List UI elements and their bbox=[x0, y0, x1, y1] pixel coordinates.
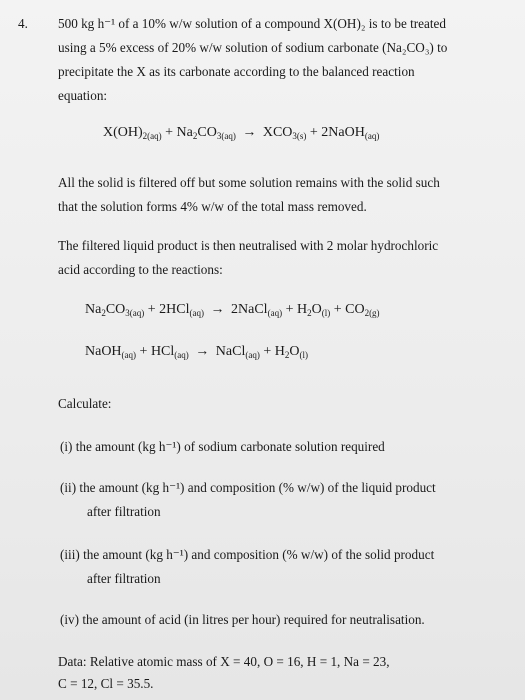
para3-line-2: acid according to the reactions: bbox=[58, 262, 223, 277]
data-line-2: C = 12, Cl = 35.5. bbox=[58, 676, 154, 691]
calculate-label: Calculate: bbox=[58, 396, 112, 411]
item-iii-line-1: (iii) the amount (kg h⁻¹) and composition (% w/w) of the solid product bbox=[60, 547, 435, 562]
intro-line-2: using a 5% excess of 20% w/w solution of sodium carbonate (Na₂CO₃) to bbox=[58, 40, 448, 55]
item-ii-line-1: (ii) the amount (kg h⁻¹) and composition (% w/w) of the liquid product bbox=[60, 480, 436, 495]
question-number: 4. bbox=[18, 16, 28, 31]
data-line-1: Data: Relative atomic mass of X = 40, O = 16, H = 1, Na = 23, bbox=[58, 654, 390, 669]
equation-2: $Na_2CO_{3(aq)} + 2HCl_{(aq)}$ → 2NaCl$_{(aq)}$ + $H_2O_{(l)} + CO_{2(g)}$ bbox=[85, 302, 380, 318]
item-iv: (iv) the amount of acid (in litres per hour) required for neutralisation. bbox=[60, 612, 425, 627]
item-ii-line-2: after filtration bbox=[87, 504, 161, 519]
para2-line-2: that the solution forms 4% w/w of the total mass removed. bbox=[58, 199, 367, 214]
intro-line-3: precipitate the X as its carbonate according to the balanced reaction bbox=[58, 64, 415, 79]
para3-line-1: The filtered liquid product is then neutralised with 2 molar hydrochloric bbox=[58, 238, 439, 253]
equation-3: NaOH$_{(aq)}$ + HCl$_{(aq)}$ → NaCl$_{(aq)}$ + $H_2O_{(l)}$ bbox=[85, 344, 308, 360]
equation-1: $X(OH)_{2(aq)} + Na_2CO_{3(aq)} \to XCO_{3(s)}$ + 2NaOH$_{(aq)}$ bbox=[103, 125, 380, 141]
para2-line-1: All the solid is filtered off but some solution remains with the solid such bbox=[58, 175, 440, 190]
intro-line-4: equation: bbox=[58, 88, 108, 103]
item-i: (i) the amount (kg h⁻¹) of sodium carbonate solution required bbox=[60, 439, 385, 454]
item-iii-line-2: after filtration bbox=[87, 571, 161, 586]
intro-line-1: 500 kg h⁻¹ of a 10% w/w solution of a compound X(OH)₂ is to be treated bbox=[58, 16, 446, 31]
